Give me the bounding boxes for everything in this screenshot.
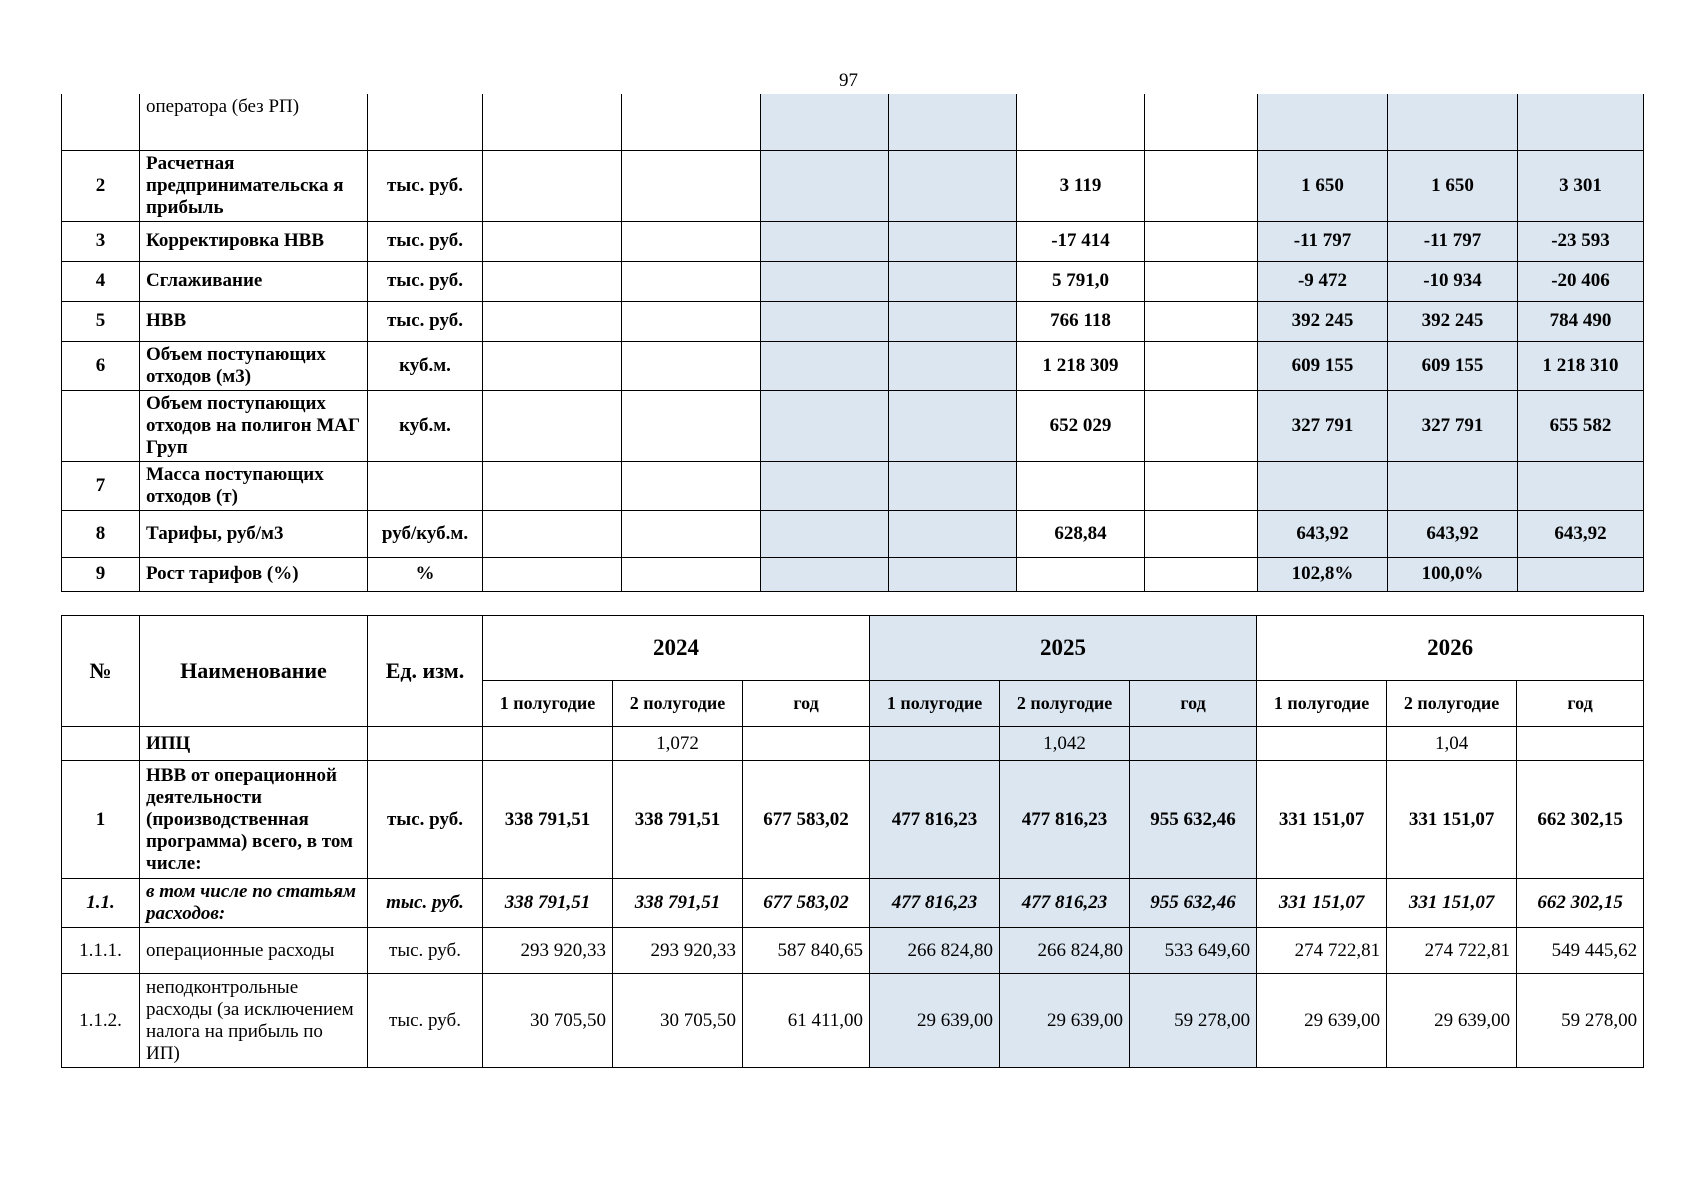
- value-cell: [622, 341, 761, 390]
- value-cell: 338 791,51: [483, 761, 613, 879]
- value-cell: 327 791: [1258, 390, 1388, 461]
- value-cell: 331 151,07: [1387, 761, 1517, 879]
- value-cell: [1388, 461, 1518, 510]
- value-cell: 331 151,07: [1257, 879, 1387, 928]
- value-cell: [889, 510, 1017, 557]
- value-cell: [761, 557, 889, 591]
- header-sub: год: [1517, 681, 1644, 727]
- value-cell: 29 639,00: [1387, 974, 1517, 1068]
- value-cell: [1258, 94, 1388, 150]
- value-cell: [483, 557, 622, 591]
- value-cell: 677 583,02: [743, 879, 870, 928]
- value-cell: [622, 221, 761, 261]
- header-sub: год: [743, 681, 870, 727]
- row-number: 1.1.1.: [62, 928, 140, 974]
- header-year-2025: 2025: [870, 616, 1257, 681]
- value-cell: 3 301: [1518, 150, 1644, 221]
- value-cell: 100,0%: [1388, 557, 1518, 591]
- value-cell: 1 650: [1388, 150, 1518, 221]
- value-cell: 29 639,00: [1257, 974, 1387, 1068]
- value-cell: 30 705,50: [483, 974, 613, 1068]
- value-cell: [889, 301, 1017, 341]
- value-cell: [1145, 461, 1258, 510]
- value-cell: [761, 461, 889, 510]
- value-cell: [483, 261, 622, 301]
- value-cell: 677 583,02: [743, 761, 870, 879]
- value-cell: 61 411,00: [743, 974, 870, 1068]
- value-cell: 477 816,23: [1000, 761, 1130, 879]
- value-cell: [483, 341, 622, 390]
- header-name: Наименование: [140, 616, 368, 727]
- value-cell: -17 414: [1017, 221, 1145, 261]
- value-cell: 1 218 310: [1518, 341, 1644, 390]
- value-cell: 327 791: [1388, 390, 1518, 461]
- value-cell: 628,84: [1017, 510, 1145, 557]
- table-cell: [870, 727, 1000, 761]
- value-cell: 274 722,81: [1257, 928, 1387, 974]
- value-cell: 643,92: [1388, 510, 1518, 557]
- row-unit: тыс. руб.: [368, 928, 483, 974]
- value-cell: 1 218 309: [1017, 341, 1145, 390]
- tariff-table: [61, 615, 1644, 1068]
- row-unit: тыс. руб.: [368, 150, 483, 221]
- value-cell: 293 920,33: [613, 928, 743, 974]
- table-cell: [62, 727, 140, 761]
- row-name: Сглаживание: [140, 261, 368, 301]
- row-number: 9: [62, 557, 140, 591]
- row-name: Корректировка НВВ: [140, 221, 368, 261]
- ipc-label: ИПЦ: [140, 727, 368, 761]
- value-cell: 338 791,51: [613, 761, 743, 879]
- value-cell: 3 119: [1017, 150, 1145, 221]
- value-cell: 652 029: [1017, 390, 1145, 461]
- value-cell: 662 302,15: [1517, 761, 1644, 879]
- value-cell: [622, 461, 761, 510]
- table-row: [62, 974, 1644, 1068]
- row-number: 6: [62, 341, 140, 390]
- row-unit: тыс. руб.: [368, 761, 483, 879]
- value-cell: 29 639,00: [1000, 974, 1130, 1068]
- table-row: [62, 510, 1644, 557]
- value-cell: [889, 390, 1017, 461]
- row-unit: [368, 94, 483, 150]
- value-cell: 477 816,23: [1000, 879, 1130, 928]
- row-number: [62, 390, 140, 461]
- value-cell: -20 406: [1518, 261, 1644, 301]
- value-cell: [761, 221, 889, 261]
- table-row: [62, 261, 1644, 301]
- value-cell: [1145, 94, 1258, 150]
- header-sub: 1 полугодие: [1257, 681, 1387, 727]
- value-cell: [889, 150, 1017, 221]
- value-cell: 266 824,80: [1000, 928, 1130, 974]
- row-unit: руб/куб.м.: [368, 510, 483, 557]
- row-name: Объем поступающих отходов (м3): [140, 341, 368, 390]
- value-cell: 266 824,80: [870, 928, 1000, 974]
- value-cell: [1017, 461, 1145, 510]
- row-name: неподконтрольные расходы (за исключением налога на прибыль по ИП): [140, 974, 368, 1068]
- table-row: [62, 150, 1644, 221]
- page-number: 97: [839, 70, 858, 91]
- value-cell: 392 245: [1258, 301, 1388, 341]
- row-number: 4: [62, 261, 140, 301]
- row-name: Объем поступающих отходов на полигон МАГ Груп: [140, 390, 368, 461]
- value-cell: 587 840,65: [743, 928, 870, 974]
- row-name: Расчетная предпринимательска я прибыль: [140, 150, 368, 221]
- value-cell: [622, 150, 761, 221]
- table-row: [62, 461, 1644, 510]
- row-name: Масса поступающих отходов (т): [140, 461, 368, 510]
- value-cell: 5 791,0: [1017, 261, 1145, 301]
- value-cell: 30 705,50: [613, 974, 743, 1068]
- row-number: 8: [62, 510, 140, 557]
- header-year-2026: 2026: [1257, 616, 1644, 681]
- continuation-table: [61, 94, 1644, 592]
- value-cell: [483, 390, 622, 461]
- value-cell: [1518, 94, 1644, 150]
- value-cell: [1145, 510, 1258, 557]
- value-cell: 59 278,00: [1130, 974, 1257, 1068]
- value-cell: [761, 390, 889, 461]
- row-unit: куб.м.: [368, 390, 483, 461]
- value-cell: [622, 261, 761, 301]
- ipc-2026: 1,04: [1387, 727, 1517, 761]
- table-cell: [743, 727, 870, 761]
- row-unit: тыс. руб.: [368, 974, 483, 1068]
- row-unit: куб.м.: [368, 341, 483, 390]
- ipc-2025: 1,042: [1000, 727, 1130, 761]
- value-cell: [761, 510, 889, 557]
- row-name: оператора (без РП): [140, 94, 368, 150]
- value-cell: [483, 94, 622, 150]
- header-sub: 2 полугодие: [1387, 681, 1517, 727]
- value-cell: 609 155: [1258, 341, 1388, 390]
- row-name: НВВ: [140, 301, 368, 341]
- row-number: 2: [62, 150, 140, 221]
- value-cell: [483, 461, 622, 510]
- value-cell: 549 445,62: [1517, 928, 1644, 974]
- value-cell: [483, 301, 622, 341]
- value-cell: [622, 301, 761, 341]
- value-cell: 955 632,46: [1130, 761, 1257, 879]
- row-name: операционные расходы: [140, 928, 368, 974]
- row-unit: %: [368, 557, 483, 591]
- row-name: Рост тарифов (%): [140, 557, 368, 591]
- header-sub: 1 полугодие: [870, 681, 1000, 727]
- table-row: [62, 557, 1644, 591]
- header-sub: год: [1130, 681, 1257, 727]
- value-cell: 338 791,51: [483, 879, 613, 928]
- value-cell: [761, 301, 889, 341]
- header-unit: Ед. изм.: [368, 616, 483, 727]
- ipc-2024: 1,072: [613, 727, 743, 761]
- value-cell: [1518, 557, 1644, 591]
- table-row: [62, 94, 1644, 150]
- value-cell: [483, 221, 622, 261]
- row-unit: тыс. руб.: [368, 879, 483, 928]
- table-row: [62, 761, 1644, 879]
- value-cell: [1388, 94, 1518, 150]
- row-number: 5: [62, 301, 140, 341]
- value-cell: [1017, 557, 1145, 591]
- value-cell: [1518, 461, 1644, 510]
- value-cell: -10 934: [1388, 261, 1518, 301]
- ipc-row: [62, 727, 1644, 761]
- row-name: в том числе по статьям расходов:: [140, 879, 368, 928]
- value-cell: -11 797: [1388, 221, 1518, 261]
- row-number: 1: [62, 761, 140, 879]
- row-number: 1.1.: [62, 879, 140, 928]
- table-row: [62, 390, 1644, 461]
- value-cell: [761, 150, 889, 221]
- header-sub: 2 полугодие: [1000, 681, 1130, 727]
- row-unit: тыс. руб.: [368, 221, 483, 261]
- value-cell: 477 816,23: [870, 761, 1000, 879]
- value-cell: [1258, 461, 1388, 510]
- header-num: №: [62, 616, 140, 727]
- value-cell: [889, 94, 1017, 150]
- value-cell: 784 490: [1518, 301, 1644, 341]
- value-cell: 955 632,46: [1130, 879, 1257, 928]
- value-cell: 331 151,07: [1387, 879, 1517, 928]
- value-cell: [889, 261, 1017, 301]
- row-unit: [368, 461, 483, 510]
- row-name: Тарифы, руб/м3: [140, 510, 368, 557]
- header-year-2024: 2024: [483, 616, 870, 681]
- value-cell: [1145, 557, 1258, 591]
- value-cell: -23 593: [1518, 221, 1644, 261]
- value-cell: [622, 557, 761, 591]
- value-cell: [889, 221, 1017, 261]
- value-cell: [761, 261, 889, 301]
- value-cell: -11 797: [1258, 221, 1388, 261]
- row-number: 1.1.2.: [62, 974, 140, 1068]
- value-cell: [889, 557, 1017, 591]
- value-cell: 643,92: [1518, 510, 1644, 557]
- row-number: [62, 94, 140, 150]
- value-cell: 609 155: [1388, 341, 1518, 390]
- value-cell: 533 649,60: [1130, 928, 1257, 974]
- row-number: 3: [62, 221, 140, 261]
- value-cell: [761, 341, 889, 390]
- value-cell: 766 118: [1017, 301, 1145, 341]
- value-cell: 655 582: [1518, 390, 1644, 461]
- value-cell: [1145, 341, 1258, 390]
- value-cell: [1145, 150, 1258, 221]
- value-cell: 662 302,15: [1517, 879, 1644, 928]
- value-cell: [1145, 390, 1258, 461]
- value-cell: 477 816,23: [870, 879, 1000, 928]
- value-cell: [889, 461, 1017, 510]
- row-number: 7: [62, 461, 140, 510]
- value-cell: [1145, 221, 1258, 261]
- value-cell: 1 650: [1258, 150, 1388, 221]
- value-cell: 643,92: [1258, 510, 1388, 557]
- value-cell: [622, 94, 761, 150]
- value-cell: 331 151,07: [1257, 761, 1387, 879]
- value-cell: [483, 510, 622, 557]
- header-sub: 2 полугодие: [613, 681, 743, 727]
- value-cell: 293 920,33: [483, 928, 613, 974]
- header-sub: 1 полугодие: [483, 681, 613, 727]
- value-cell: 59 278,00: [1517, 974, 1644, 1068]
- value-cell: -9 472: [1258, 261, 1388, 301]
- table-cell: [483, 727, 613, 761]
- value-cell: [1017, 94, 1145, 150]
- value-cell: 29 639,00: [870, 974, 1000, 1068]
- value-cell: [622, 510, 761, 557]
- value-cell: [761, 94, 889, 150]
- value-cell: 102,8%: [1258, 557, 1388, 591]
- table-cell: [368, 727, 483, 761]
- value-cell: [889, 341, 1017, 390]
- table-row: [62, 879, 1644, 928]
- row-unit: тыс. руб.: [368, 301, 483, 341]
- value-cell: 392 245: [1388, 301, 1518, 341]
- value-cell: 274 722,81: [1387, 928, 1517, 974]
- table-cell: [1517, 727, 1644, 761]
- table-row: [62, 928, 1644, 974]
- table-cell: [1130, 727, 1257, 761]
- value-cell: [483, 150, 622, 221]
- table-row: [62, 341, 1644, 390]
- table-row: [62, 301, 1644, 341]
- table-cell: [1257, 727, 1387, 761]
- value-cell: [1145, 301, 1258, 341]
- row-unit: тыс. руб.: [368, 261, 483, 301]
- value-cell: [622, 390, 761, 461]
- value-cell: 338 791,51: [613, 879, 743, 928]
- row-name: НВВ от операционной деятельности (производственная программа) всего, в том числе:: [140, 761, 368, 879]
- value-cell: [1145, 261, 1258, 301]
- table-row: [62, 221, 1644, 261]
